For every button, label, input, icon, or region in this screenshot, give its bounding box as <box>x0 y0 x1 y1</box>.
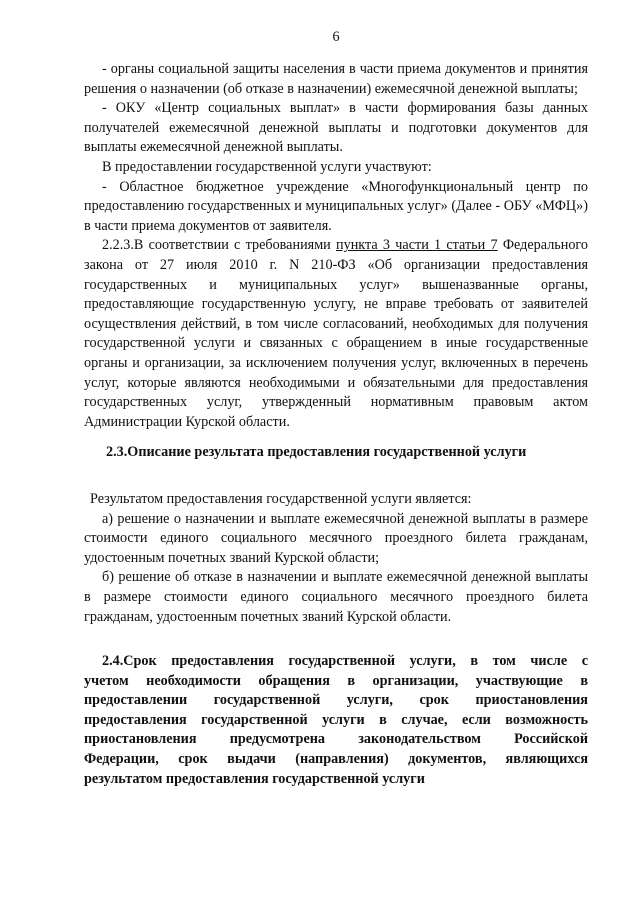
law-reference-link[interactable]: пункта 3 части 1 статьи 7 <box>336 237 498 254</box>
section-2-3-text <box>84 490 588 627</box>
paragraph-social-protection: - органы социальной защиты населения в части приема документов и принятия решения о назначении (об отказе в назначении) ежемесячной денежной выплаты; <box>84 61 588 97</box>
heading-2-4-line: предоставлении государственной услуги, срок приостановления <box>84 692 588 709</box>
heading-2-4-line: предоставления государственной услуги в случае, если возможность <box>84 711 588 728</box>
heading-2-4 <box>84 652 588 789</box>
heading-2-4-line: результатом предоставления государственной услуги <box>84 770 425 787</box>
paragraph-2-2-3 <box>84 236 588 432</box>
heading-2-4-line: приостановления предусмотрена законодательством Российской <box>84 731 588 748</box>
paragraph-participants: В предоставлении государственной услуги участвуют: <box>102 158 432 175</box>
heading-2-4-line: Федерации, срок выдачи (направления) документов, являющихся <box>84 750 588 767</box>
section-2-2-3-text <box>84 60 588 432</box>
heading-2-4-line: учетом необходимости обращения в организации, участвующие в <box>84 672 588 689</box>
heading-2-4-line: 2.4.Срок предоставления государственной услуги, в том числе с <box>102 653 588 669</box>
paragraph-mfc: - Областное бюджетное учреждение «Многофункциональный центр по предоставлению государственных и муниципальных услуг» (Далее - ОБУ «МФЦ») в части приема документов от заявителя. <box>84 178 588 234</box>
paragraph-result-a: а) решение о назначении и выплате ежемесячной денежной выплаты в размере стоимости единого социального месячного проездного билета гражданам, удостоенным почетных званий Курской области; <box>84 510 588 566</box>
page-number: 6 <box>332 29 340 45</box>
paragraph-oku-center: - ОКУ «Центр социальных выплат» в части формирования базы данных получателей ежемесячной денежной выплаты и подготовки документов для выплаты ежемесячной денежной выплаты. <box>84 100 588 156</box>
paragraph-2-2-3-start: 2.2.3.В соответствии с требованиями <box>102 237 337 254</box>
paragraph-result-b: б) решение об отказе в назначении и выплате ежемесячной денежной выплаты в размере стоимости единого социального месячного проездного билета гражданам, удостоенным почетных званий Курской области. <box>84 569 588 625</box>
paragraph-result-intro: Результатом предоставления государственной услуги является: <box>90 491 472 507</box>
heading-2-3: 2.3.Описание результата предоставления государственной услуги <box>106 444 527 460</box>
paragraph-2-2-3-end: Федерального закона от 27 июля 2010 г. N 210-ФЗ «Об организации предоставления государственных и муниципальных услуг» вышеназванные органы, предоставляющие государственную услугу, не вправе требовать от заявителей осуществления действий, в том числе согласований, необходимых для получения государственной услуги и связанных с обращением в иные государственные органы и организации, за исключением получения услуг, включенных в перечень услуг, которые являются необходимыми и обязательными для предоставления государственных услуг, утвержденный нормативным правовым актом Администрации Курской области. <box>84 237 588 430</box>
